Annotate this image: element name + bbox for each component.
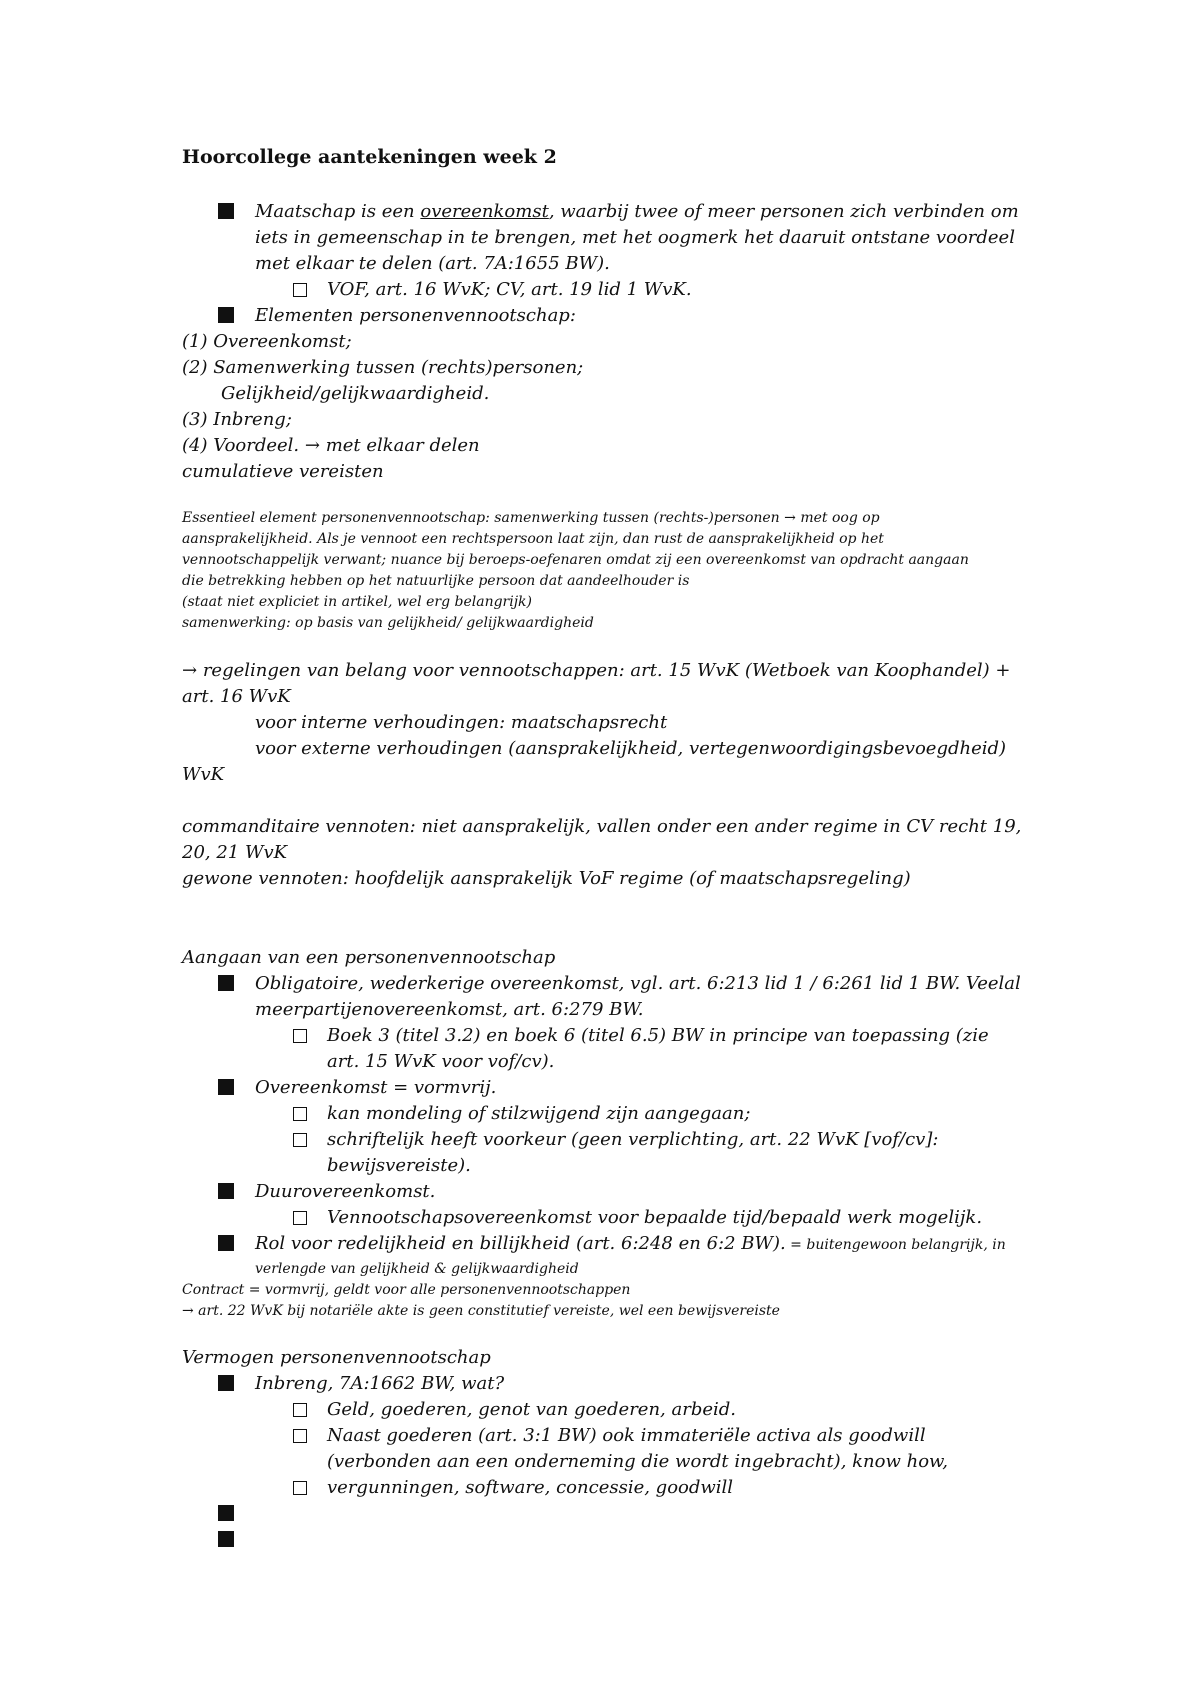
- text-line: meerpartijenovereenkomst, art. 6:279 BW.: [255, 999, 644, 1020]
- text-line: gewone vennoten: hoofdelijk aansprakelijk VoF regime (of maatschapsregeling): [182, 868, 911, 889]
- square-bullet-icon: [218, 975, 234, 991]
- text-line: vergunningen, software, concessie, goodwill: [327, 1477, 734, 1498]
- document-title: Hoorcollege aantekeningen week 2: [182, 146, 557, 168]
- text-line: [182, 433, 480, 459]
- text-line: 20, 21 WvK: [182, 842, 288, 863]
- square-bullet-icon: [218, 1183, 234, 1199]
- square-bullet-icon: [218, 1079, 234, 1095]
- text-line: (3) Inbreng;: [182, 409, 292, 430]
- text-line: (verbonden aan een onderneming die wordt ingebracht), know how,: [327, 1451, 949, 1472]
- text-line: commanditaire vennoten: niet aansprakelijk, vallen onder een ander regime in CV recht 19,: [182, 816, 1022, 837]
- checkbox-bullet-icon: [293, 283, 307, 297]
- text-line: Naast goederen (art. 3:1 BW) ook immateriële activa als goodwill: [327, 1425, 926, 1446]
- arrow-right-icon: →: [182, 1303, 194, 1319]
- section-heading: Vermogen personenvennootschap: [182, 1347, 491, 1368]
- text-line: art. 16 WvK: [182, 686, 291, 707]
- square-bullet-icon: [218, 203, 234, 219]
- text-line: Duurovereenkomst.: [255, 1181, 436, 1202]
- square-bullet-icon: [218, 307, 234, 323]
- text-span: (4) Voordeel.: [182, 435, 305, 456]
- note-line: Contract = vormvrij, geldt voor alle personenvennootschappen: [182, 1282, 631, 1298]
- text-line: [182, 658, 1010, 684]
- text-span: , waarbij twee of meer personen zich verbinden om: [548, 201, 1019, 222]
- text-line: (1) Overeenkomst;: [182, 331, 352, 352]
- checkbox-bullet-icon: [293, 1429, 307, 1443]
- underlined-term: overeenkomst: [420, 201, 549, 222]
- text-line: cumulatieve vereisten: [182, 461, 384, 482]
- text-line: bewijsvereiste).: [327, 1155, 471, 1176]
- arrow-right-icon: →: [304, 435, 320, 456]
- text-line: art. 15 WvK voor vof/cv).: [327, 1051, 555, 1072]
- note-line: (staat niet expliciet in artikel, wel erg belangrijk): [182, 594, 532, 610]
- text-line: voor externe verhoudingen (aansprakelijkheid, vertegenwoordigingsbevoegdheid): [255, 738, 1007, 759]
- checkbox-bullet-icon: [293, 1107, 307, 1121]
- text-line: iets in gemeenschap in te brengen, met het oogmerk het daaruit ontstane voordeel: [255, 227, 1015, 248]
- text-span: met oog op: [795, 510, 880, 526]
- checkbox-bullet-icon: [293, 1211, 307, 1225]
- text-span: regelingen van belang voor vennootschappen: art. 15 WvK (Wetboek van Koophandel) +: [197, 660, 1011, 681]
- text-line: Inbreng, 7A:1662 BW, wat?: [255, 1373, 505, 1394]
- text-line: Geld, goederen, genot van goederen, arbeid.: [327, 1399, 736, 1420]
- note-line: aansprakelijkheid. Als je vennoot een rechtspersoon laat zijn, dan rust de aansprakelijkheid op het: [182, 531, 884, 547]
- note-line: die betrekking hebben op het natuurlijke persoon dat aandeelhouder is: [182, 573, 690, 589]
- small-text-span: = buitengewoon belangrijk, in: [785, 1237, 1006, 1253]
- text-line: voor interne verhoudingen: maatschapsrecht: [255, 712, 668, 733]
- note-line: [182, 508, 880, 529]
- square-bullet-icon: [218, 1505, 234, 1521]
- note-line: [182, 1301, 780, 1322]
- checkbox-bullet-icon: [293, 1133, 307, 1147]
- text-line: Elementen personenvennootschap:: [255, 305, 576, 326]
- square-bullet-icon: [218, 1531, 234, 1547]
- text-line: Obligatoire, wederkerige overeenkomst, vgl. art. 6:213 lid 1 / 6:261 lid 1 BW. Veelal: [255, 973, 1021, 994]
- text-line: Vennootschapsovereenkomst voor bepaalde tijd/bepaald werk mogelijk.: [327, 1207, 983, 1228]
- note-line: samenwerking: op basis van gelijkheid/ gelijkwaardigheid: [182, 615, 594, 631]
- text-line: schriftelijk heeft voorkeur (geen verplichting, art. 22 WvK [vof/cv]:: [327, 1129, 939, 1150]
- checkbox-bullet-icon: [293, 1029, 307, 1043]
- text-line: met elkaar te delen (art. 7A:1655 BW).: [255, 253, 610, 274]
- note-line: vennootschappelijk verwant; nuance bij beroeps-oefenaren omdat zij een overeenkomst van opdracht aangaan: [182, 552, 969, 568]
- text-span: Maatschap is een: [255, 201, 421, 222]
- text-line: WvK: [182, 764, 225, 785]
- text-span: met elkaar delen: [319, 435, 480, 456]
- text-span: Essentieel element personenvennootschap: samenwerking tussen (rechts-)personen: [182, 510, 785, 526]
- text-line: Boek 3 (titel 3.2) en boek 6 (titel 6.5) BW in principe van toepassing (zie: [327, 1025, 989, 1046]
- checkbox-bullet-icon: [293, 1481, 307, 1495]
- square-bullet-icon: [218, 1235, 234, 1251]
- text-span: Rol voor redelijkheid en billijkheid (art. 6:248 en 6:2 BW).: [255, 1233, 786, 1254]
- note-line: verlengde van gelijkheid & gelijkwaardigheid: [255, 1261, 579, 1277]
- text-span: art. 22 WvK bij notariële akte is geen constitutief vereiste, wel een bewijsvereiste: [193, 1303, 780, 1319]
- square-bullet-icon: [218, 1375, 234, 1391]
- text-line: VOF, art. 16 WvK; CV, art. 19 lid 1 WvK.: [327, 279, 692, 300]
- text-line: [255, 199, 1019, 225]
- text-line: kan mondeling of stilzwijgend zijn aangegaan;: [327, 1103, 751, 1124]
- section-heading: Aangaan van een personenvennootschap: [182, 947, 556, 968]
- arrow-right-icon: →: [182, 660, 198, 681]
- text-line: (2) Samenwerking tussen (rechts)personen;: [182, 357, 584, 378]
- arrow-right-icon: →: [784, 510, 796, 526]
- text-line: Gelijkheid/gelijkwaardigheid.: [221, 383, 490, 404]
- checkbox-bullet-icon: [293, 1403, 307, 1417]
- text-line: [255, 1231, 1006, 1257]
- text-line: Overeenkomst = vormvrij.: [255, 1077, 497, 1098]
